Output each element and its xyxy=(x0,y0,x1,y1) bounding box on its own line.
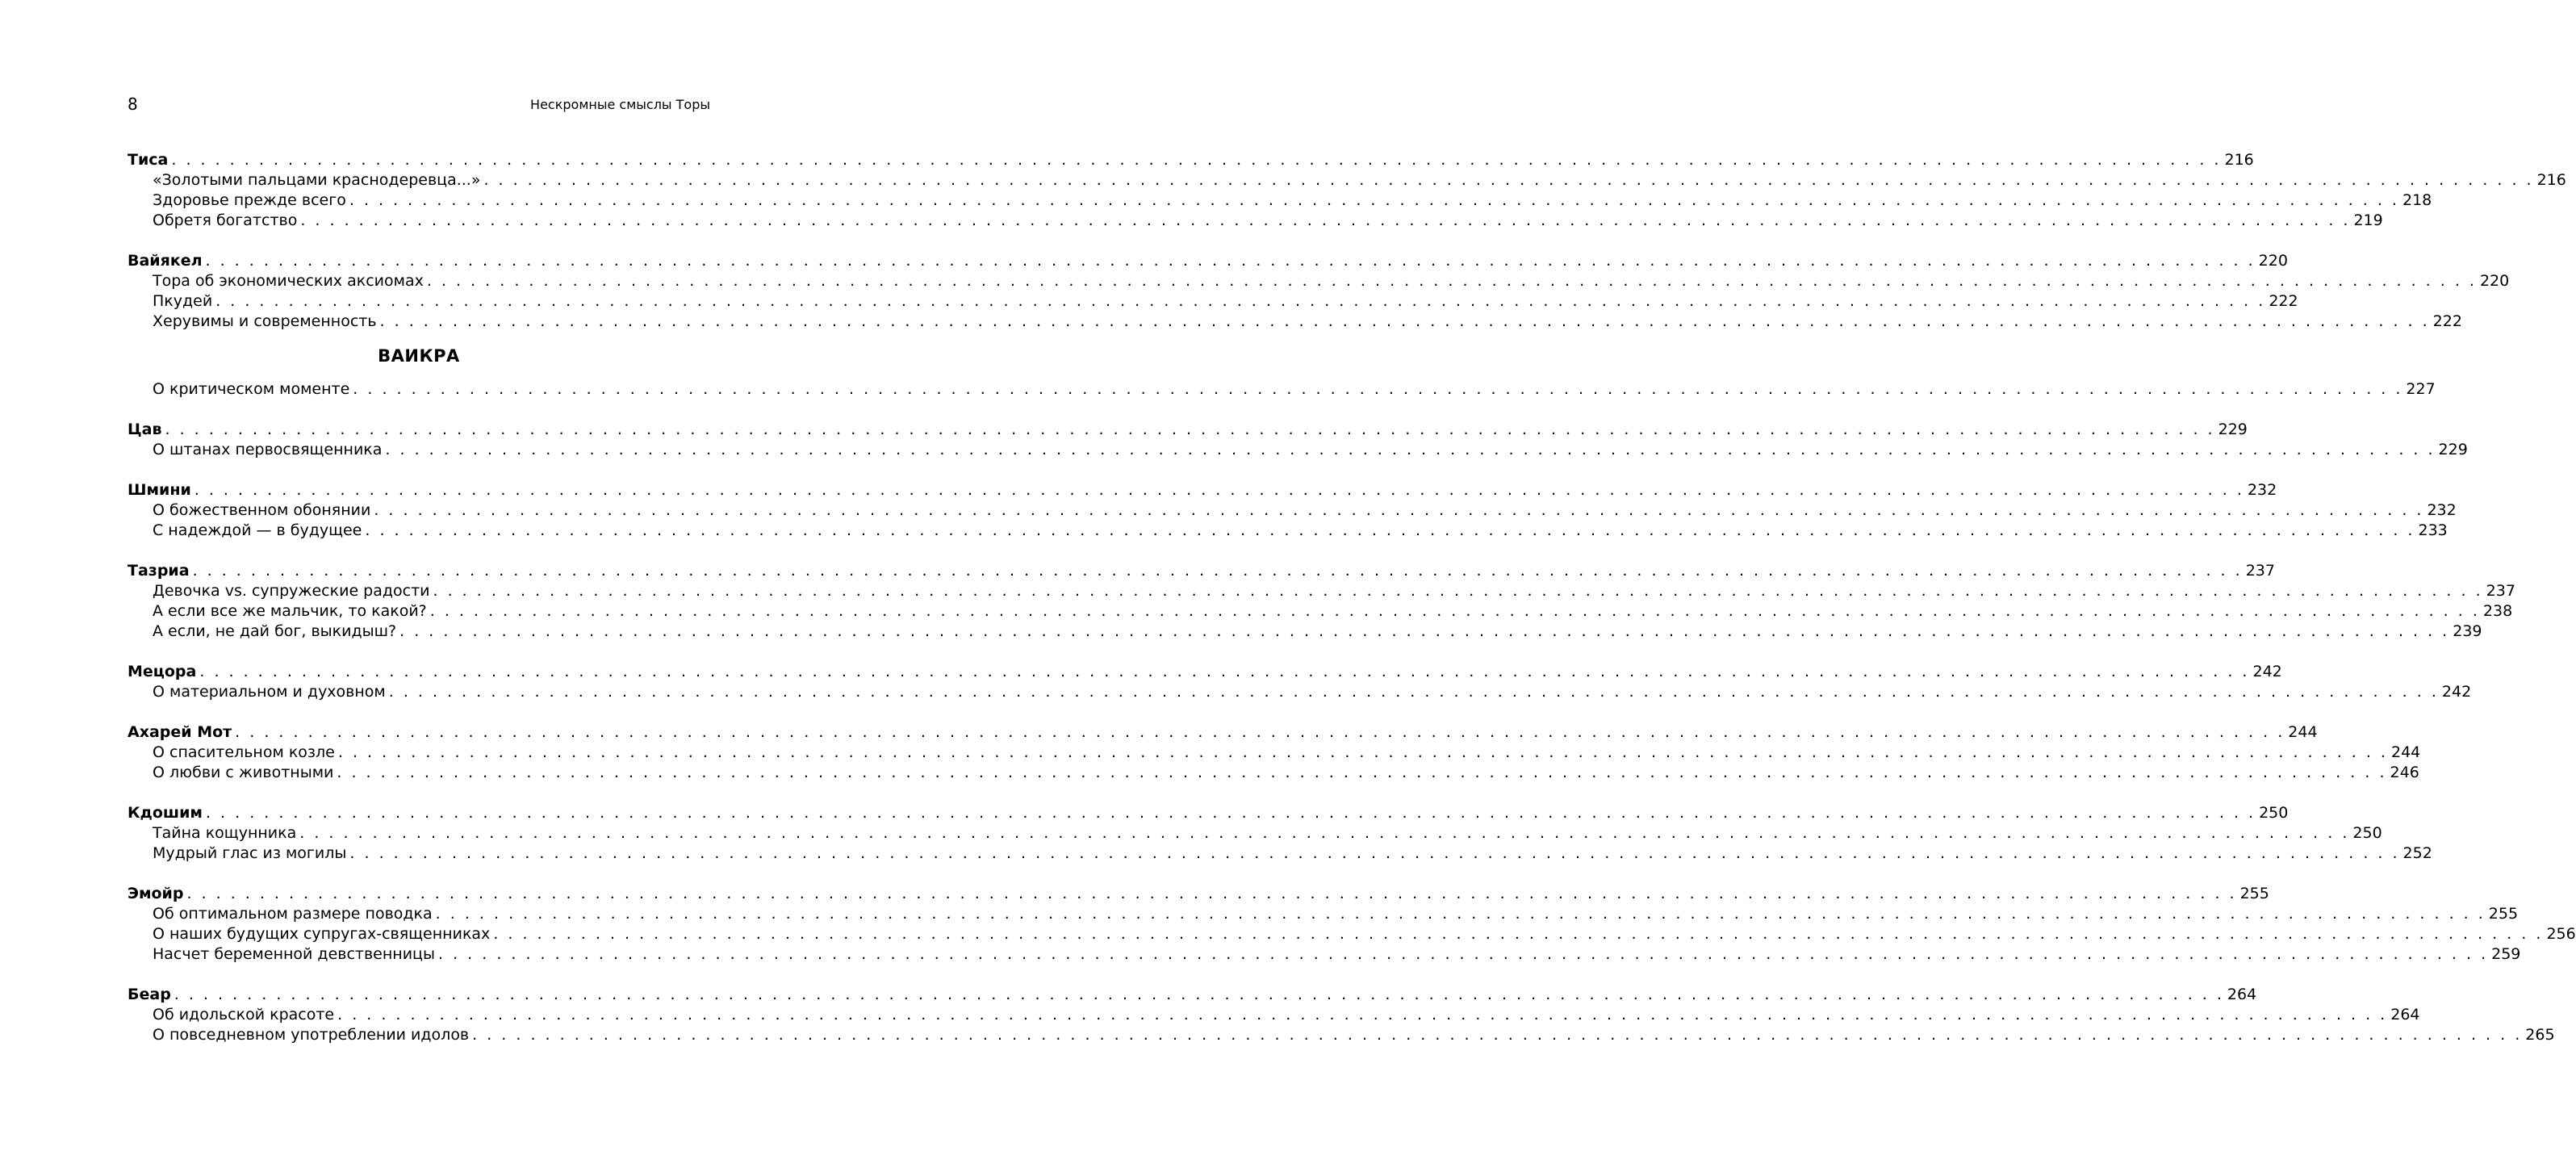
toc-section-tsav xyxy=(128,420,2468,460)
toc-section-emoir xyxy=(128,884,2576,965)
entry-title: Мудрый глас из могилы xyxy=(153,844,347,862)
page-ref: 229 xyxy=(2218,421,2248,438)
toc-entry[interactable] xyxy=(128,521,2448,541)
dot-leader xyxy=(174,985,2224,1005)
dot-leader xyxy=(374,500,2423,521)
page-ref: 246 xyxy=(2390,764,2419,781)
entry-title: О повседневном употреблении идолов xyxy=(153,1026,470,1044)
page-ref: 252 xyxy=(2402,844,2432,862)
dot-leader xyxy=(483,170,2533,190)
page-ref: 233 xyxy=(2418,521,2448,539)
dot-leader xyxy=(399,622,2449,642)
toc-entry[interactable] xyxy=(128,379,2436,400)
toc-section-shmini xyxy=(128,480,2457,541)
section-title: Шмини xyxy=(128,481,191,499)
section-title: Мецора xyxy=(128,663,197,680)
dot-leader xyxy=(389,682,2439,702)
page-ref: 219 xyxy=(2353,211,2383,229)
dot-leader xyxy=(299,823,2349,844)
entry-title: Девочка vs. супружеские радости xyxy=(153,582,430,600)
toc-section-entry[interactable] xyxy=(128,420,2248,440)
dot-leader xyxy=(349,844,2399,864)
running-title: Нескромные смыслы Торы xyxy=(530,97,710,112)
part-heading: ВАИКРА xyxy=(378,346,460,366)
page-ref: 220 xyxy=(2258,252,2288,270)
dot-leader xyxy=(206,251,2256,271)
dot-leader xyxy=(165,420,2214,440)
dot-leader xyxy=(438,944,2488,965)
toc-entry[interactable] xyxy=(128,622,2482,642)
page-ref: 222 xyxy=(2432,312,2462,330)
page-ref: 220 xyxy=(2479,272,2510,290)
toc-section-bear xyxy=(128,985,2555,1045)
entry-title: О божественном обонянии xyxy=(153,501,371,519)
page-ref: 216 xyxy=(2224,151,2254,169)
dot-leader xyxy=(171,150,2221,170)
entry-title: Тора об экономических аксиомах xyxy=(153,272,424,290)
page-ref: 222 xyxy=(2269,292,2298,310)
page-ref: 242 xyxy=(2252,663,2282,680)
dot-leader xyxy=(349,190,2399,211)
dot-leader xyxy=(206,803,2256,823)
dot-leader xyxy=(493,924,2543,944)
toc-entry[interactable] xyxy=(128,271,2510,291)
page-ref: 216 xyxy=(2536,171,2566,189)
dot-leader xyxy=(380,312,2430,332)
dot-leader xyxy=(353,379,2402,400)
page-ref: 237 xyxy=(2486,582,2515,600)
page-ref: 255 xyxy=(2239,885,2269,902)
toc-part-intro xyxy=(128,379,2436,400)
toc-entry[interactable] xyxy=(128,844,2432,864)
toc-entry[interactable] xyxy=(128,312,2462,332)
toc-section-entry[interactable] xyxy=(128,150,2254,170)
page-ref: 264 xyxy=(2390,1006,2420,1024)
toc-section-entry[interactable] xyxy=(128,662,2282,682)
page-ref: 256 xyxy=(2546,925,2576,943)
dot-leader xyxy=(300,211,2350,231)
section-title: Кдошим xyxy=(128,804,203,822)
toc-entry[interactable] xyxy=(128,500,2457,521)
toc-entry[interactable] xyxy=(128,682,2472,702)
dot-leader xyxy=(337,1005,2387,1025)
dot-leader xyxy=(215,291,2265,312)
page-ref: 264 xyxy=(2227,986,2257,1003)
toc-section-entry[interactable] xyxy=(128,480,2277,500)
dot-leader xyxy=(194,480,2244,500)
page-number: 8 xyxy=(128,94,138,114)
section-title: Ахарей Мот xyxy=(128,723,232,741)
section-title: Тазриа xyxy=(128,562,190,580)
entry-title: А если все же мальчик, то какой? xyxy=(153,602,427,620)
toc-section-kdoshim xyxy=(128,803,2432,864)
page-ref: 265 xyxy=(2525,1026,2555,1044)
entry-title: О наших будущих супругах-священниках xyxy=(153,925,491,943)
page-ref: 238 xyxy=(2482,602,2513,620)
toc-entry[interactable] xyxy=(128,1025,2555,1045)
entry-title: О любви с животными xyxy=(153,764,334,781)
page-ref: 255 xyxy=(2488,905,2519,923)
entry-title: Об оптимальном размере поводка xyxy=(153,905,433,923)
toc-entry[interactable] xyxy=(128,823,2382,844)
section-title: Беар xyxy=(128,986,171,1003)
toc-section-entry[interactable] xyxy=(128,561,2275,581)
table-of-contents xyxy=(128,150,2576,1065)
toc-section-aharei-mot xyxy=(128,722,2421,783)
dot-leader xyxy=(193,561,2243,581)
entry-title: Херувимы и современность xyxy=(153,312,377,330)
toc-entry[interactable] xyxy=(128,291,2298,312)
page-ref: 244 xyxy=(2390,743,2421,761)
section-title: Вайякел xyxy=(128,252,203,270)
page-ref: 250 xyxy=(2259,804,2289,822)
toc-section-entry[interactable] xyxy=(128,251,2288,271)
dot-leader xyxy=(472,1025,2522,1045)
dot-leader xyxy=(433,581,2483,601)
entry-title: О штанах первосвященника xyxy=(153,441,383,458)
page-ref: 232 xyxy=(2427,501,2457,519)
page-ref: 242 xyxy=(2441,683,2472,701)
toc-entry[interactable] xyxy=(128,601,2513,622)
entry-title: Обретя богатство xyxy=(153,211,298,229)
dot-leader xyxy=(235,722,2285,743)
entry-title: Тайна кощунника xyxy=(153,824,297,842)
dot-leader xyxy=(337,763,2386,783)
page-ref: 259 xyxy=(2491,945,2521,963)
toc-entry[interactable] xyxy=(128,924,2576,944)
toc-entry[interactable] xyxy=(128,170,2566,190)
page-ref: 229 xyxy=(2438,441,2468,458)
entry-title: Насчет беременной девственницы xyxy=(153,945,435,963)
toc-entry[interactable] xyxy=(128,1005,2420,1025)
toc-section-entry[interactable] xyxy=(128,884,2269,904)
entry-title: Здоровье прежде всего xyxy=(153,191,346,209)
toc-entry[interactable] xyxy=(128,743,2421,763)
toc-entry[interactable] xyxy=(128,190,2432,211)
entry-title: О спасительном козле xyxy=(153,743,335,761)
section-title: Тиса xyxy=(128,151,169,169)
dot-leader xyxy=(186,884,2236,904)
dot-leader xyxy=(199,662,2249,682)
toc-entry[interactable] xyxy=(128,581,2515,601)
toc-entry[interactable] xyxy=(128,211,2383,231)
page-ref: 218 xyxy=(2402,191,2432,209)
toc-entry[interactable] xyxy=(128,440,2468,460)
section-title: Эмойр xyxy=(128,885,184,902)
page-ref: 244 xyxy=(2288,723,2318,741)
toc-section-tisa xyxy=(128,150,2566,231)
dot-leader xyxy=(385,440,2435,460)
toc-entry[interactable] xyxy=(128,763,2419,783)
toc-entry[interactable] xyxy=(128,944,2521,965)
dot-leader xyxy=(365,521,2415,541)
entry-title: Пкудей xyxy=(153,292,213,310)
toc-section-entry[interactable] xyxy=(128,722,2318,743)
page-ref: 239 xyxy=(2453,622,2482,640)
entry-title: А если, не дай бог, выкидыш? xyxy=(153,622,397,640)
dot-leader xyxy=(338,743,2388,763)
dot-leader xyxy=(430,601,2480,622)
page-ref: 250 xyxy=(2352,824,2382,842)
entry-title: О материальном и духовном xyxy=(153,683,386,701)
page-ref: 227 xyxy=(2406,380,2436,398)
section-title: Цав xyxy=(128,421,162,438)
entry-title: О критическом моменте xyxy=(153,380,350,398)
entry-title: «Золотыми пальцами краснодеревца...» xyxy=(153,171,481,189)
toc-entry[interactable] xyxy=(128,904,2519,924)
entry-title: С надеждой — в будущее xyxy=(153,521,362,539)
page-ref: 232 xyxy=(2247,481,2277,499)
toc-section-tazria xyxy=(128,561,2515,642)
toc-section-vayakel xyxy=(128,251,2510,332)
dot-leader xyxy=(427,271,2477,291)
toc-section-entry[interactable] xyxy=(128,803,2289,823)
toc-section-metsora xyxy=(128,662,2472,702)
page-ref: 237 xyxy=(2245,562,2275,580)
dot-leader xyxy=(436,904,2486,924)
entry-title: Об идольской красоте xyxy=(153,1006,335,1024)
toc-section-entry[interactable] xyxy=(128,985,2257,1005)
